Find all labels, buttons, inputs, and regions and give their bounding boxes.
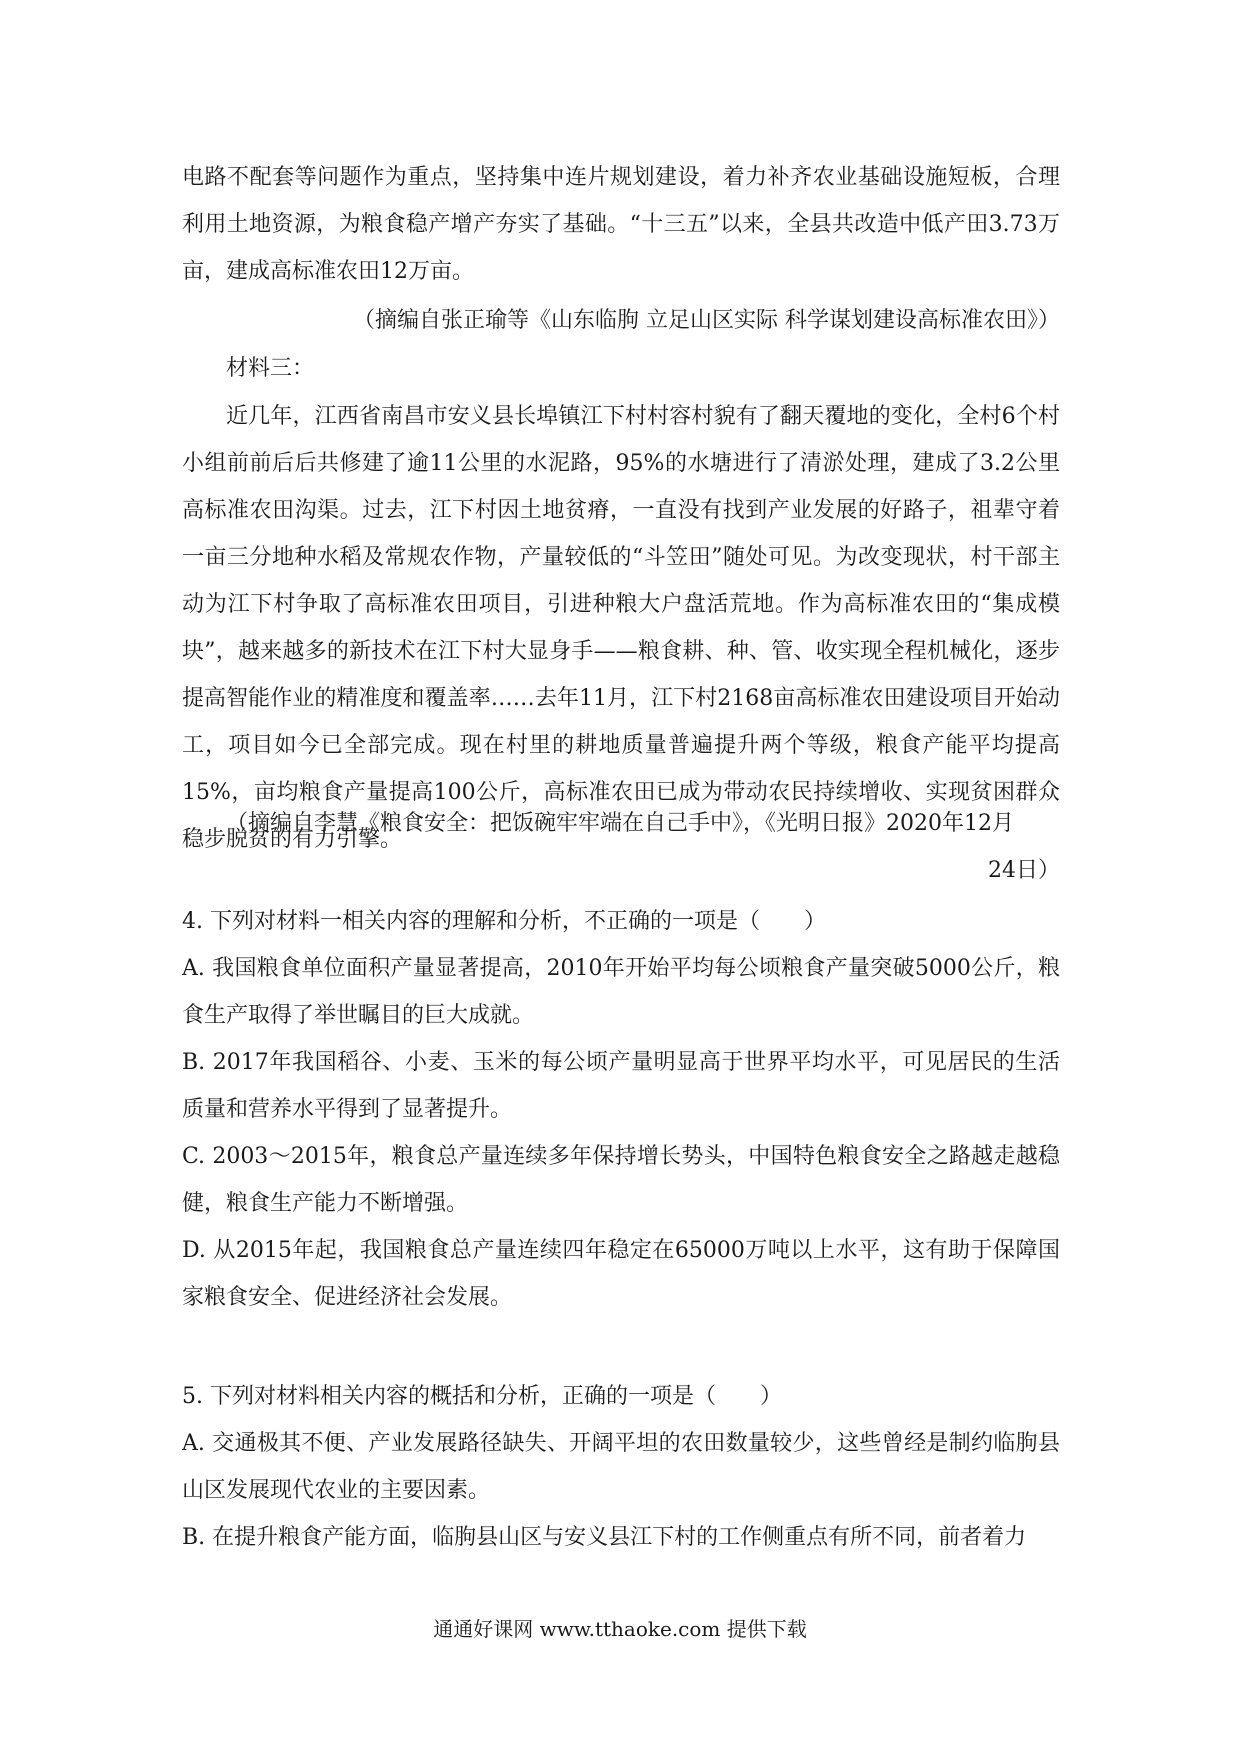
source-date: 24日）: [988, 858, 1060, 883]
material2-source: [182, 297, 1060, 344]
material3-body: [182, 393, 1060, 863]
option-b: B. 2017年我国稻谷、小麦、玉米的每公顷产量明显高于世界平均水平，可见居民的生活质量和营养水平得到了显著提升。: [182, 1050, 1060, 1122]
source-citation: （摘编自李慧《粮食安全：把饭碗牢牢端在自己手中》，《光明日报》2020年12月: [226, 811, 1014, 836]
option-a: A. 交通极其不便、产业发展路径缺失、开阔平坦的农田数量较少，这些曾经是制约临朐县山区发展现代农业的主要因素。: [182, 1431, 1060, 1503]
continuation-paragraph: 电路不配套等问题作为重点，坚持集中连片规划建设，着力补齐农业基础设施短板，合理利用土地资源，为粮食稳产增产夯实了基础。“十三五”以来，全县共改造中低产田3.73万亩，建成高标准农田12万亩。: [182, 165, 1060, 284]
question-5: [182, 1373, 1060, 1561]
option-a: A. 我国粮食单位面积产量显著提高，2010年开始平均每公顷粮食产量突破5000公斤，粮食生产取得了举世瞩目的巨大成就。: [182, 956, 1060, 1028]
question-stem: 5. 下列对材料相关内容的概括和分析，正确的一项是（ ）: [182, 1384, 782, 1409]
option-d: D. 从2015年起，我国粮食总产量连续四年稳定在65000万吨以上水平，这有助于保障国家粮食安全、促进经济社会发展。: [182, 1238, 1060, 1310]
material2-continuation: [182, 154, 1060, 295]
question-4: [182, 898, 1060, 1321]
material3-heading: [182, 345, 1060, 392]
option-b: B. 在提升粮食产能方面，临朐县山区与安义县江下村的工作侧重点有所不同，前者着力: [182, 1525, 1027, 1550]
page-footer: 通通好课网 www.tthaoke.com 提供下载: [433, 1617, 807, 1641]
question-stem: 4. 下列对材料一相关内容的理解和分析，不正确的一项是（ ）: [182, 909, 826, 934]
material3-source: [182, 800, 1060, 894]
source-citation: （摘编自张正瑜等《山东临朐 立足山区实际 科学谋划建设高标准农田》）: [353, 308, 1060, 333]
material-label: 材料三：: [226, 356, 315, 381]
material3-paragraph: 近几年，江西省南昌市安义县长埠镇江下村村容村貌有了翻天覆地的变化，全村6个村小组前前后后共修建了逾11公里的水泥路，95%的水塘进行了清淤处理，建成了3.2公里高标准农田沟渠。过去，江下村因土地贫瘠，一直没有找到产业发展的好路子，祖辈守着一亩三分地种水稻及常规农作物，产量较低的“斗笠田”随处可见。为改变现状，村干部主动为江下村争取了高标准农田项目，引进种粮大户盘活荒地。作为高标准农田的“集成模块”，越来越多的新技术在江下村大显身手——粮食耕、种、管、收实现全程机械化，逐步提高智能作业的精准度和覆盖率……去年11月，江下村2168亩高标准农田建设项目开始动工，项目如今已全部完成。现在村里的耕地质量普遍提升两个等级，粮食产能平均提高15%，亩均粮食产量提高100公斤，高标准农田已成为带动农民持续增收、实现贫困群众稳步脱贫的有力引擎。: [182, 404, 1060, 852]
option-c: C. 2003～2015年，粮食总产量连续多年保持增长势头，中国特色粮食安全之路越走越稳健，粮食生产能力不断增强。: [182, 1144, 1060, 1216]
